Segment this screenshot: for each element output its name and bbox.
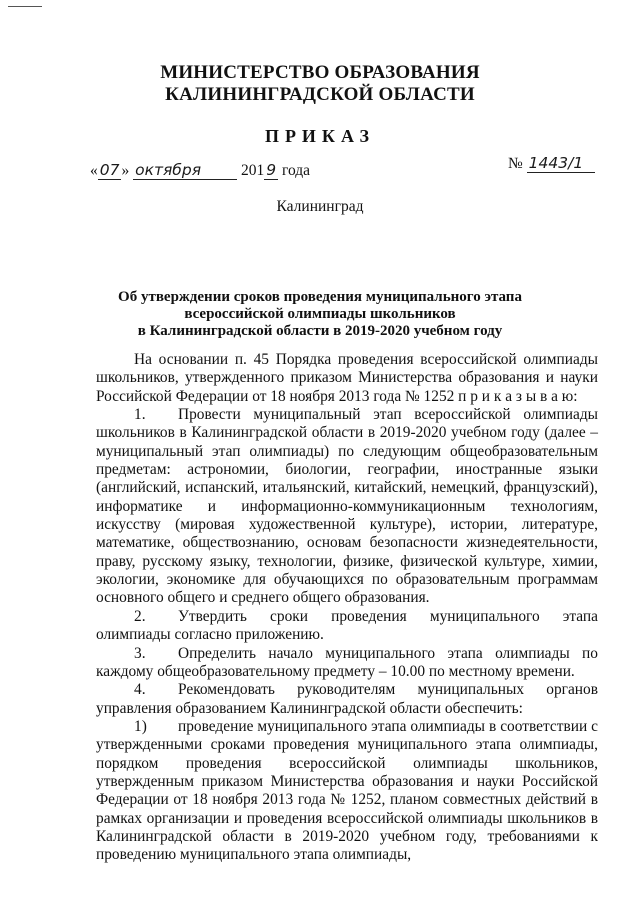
item-4-number: 4. bbox=[134, 681, 146, 699]
order-number bbox=[508, 155, 595, 173]
date-close-quote: » bbox=[121, 162, 130, 179]
item-1-text: Провести муниципальный этап всероссийской олимпиады школьников в Калининградской области в 2019-2020 учебном году (далее – муниципальный этап олимпиады) по следующим общеобразовательным предметам: астрономии, биологии, географии, иностранные языки (английский, испанский, итальянский, китайский, немецкий, французский), информатике и информационно-коммуникационным технологиям, искусству (мировая художественной культуре), истории, литературе, математике, обществознанию, основам безопасности жизнедеятельности, праву, русскому языку, технологии, физике, физической культуре, химии, экологии, экономике для обучающихся по образовательным программам основного общего и среднего общего образования. bbox=[96, 406, 598, 607]
date-year-prefix: 201 bbox=[240, 162, 265, 179]
order-body bbox=[96, 351, 598, 865]
order-title-line3: в Калининградской области в 2019-2020 учебном году bbox=[137, 323, 503, 339]
order-date bbox=[90, 162, 310, 180]
subitem-1-number: 1) bbox=[134, 717, 147, 735]
item-4 bbox=[96, 681, 598, 718]
date-month-handwritten: октября bbox=[133, 162, 237, 180]
order-number-handwritten: 1443/1 bbox=[527, 155, 595, 173]
item-4-text: Рекомендовать руководителям муниципальных органов управления образованием Калининградской области обеспечить: bbox=[96, 681, 598, 717]
item-2-text: Утвердить сроки проведения муниципального этапа олимпиады согласно приложению. bbox=[96, 607, 598, 644]
ministry-name-line1: МИНИСТЕРСТВО ОБРАЗОВАНИЯ bbox=[160, 62, 480, 83]
item-3 bbox=[96, 645, 598, 682]
item-2-number: 2. bbox=[134, 607, 146, 625]
item-1-number: 1. bbox=[134, 406, 146, 424]
document-type-heading: ПРИКАЗ bbox=[264, 126, 376, 146]
date-year-digit-handwritten: 9 bbox=[266, 161, 277, 179]
top-rule bbox=[8, 6, 42, 7]
item-1 bbox=[96, 406, 598, 608]
date-day-handwritten: 07 bbox=[99, 161, 120, 179]
date-open-quote: « bbox=[90, 162, 98, 179]
item-3-text: Определить начало муниципального этапа олимпиады по каждому общеобразовательному предмету – 10.00 по местному времени. bbox=[96, 644, 598, 680]
city: Калининград bbox=[276, 198, 364, 215]
intro-paragraph: На основании п. 45 Порядка проведения всероссийской олимпиады школьников, утвержденного приказом Министерства образования и науки Российской Федерации от 18 ноября 2013 года № 1252 п р и к а з ы в а ю: bbox=[96, 351, 598, 405]
order-title-line1: Об утверждении сроков проведения муниципального этапа bbox=[118, 289, 522, 305]
subitem-1-text: проведение муниципального этапа олимпиады в соответствии с утвержденными сроками проведения муниципального этапа олимпиады, порядком проведения всероссийской олимпиады школьников, утвержденным приказом Министерства образования и науки Российской Федерации от 18 ноября 2013 года № 1252, планом совместных действий в рамках организации и проведения всероссийской олимпиады школьников в Калининградской области в 2019-2020 учебном году, требованиями к проведению муниципального этапа олимпиады, bbox=[96, 717, 598, 864]
ministry-name-line2: КАЛИНИНГРАДСКОЙ ОБЛАСТИ bbox=[165, 84, 475, 105]
subitem-1 bbox=[96, 718, 598, 865]
item-2 bbox=[96, 608, 598, 645]
order-title-line2: всероссийской олимпиады школьников bbox=[184, 306, 456, 322]
number-sign: № bbox=[508, 155, 523, 172]
item-3-number: 3. bbox=[134, 644, 146, 662]
date-suffix: года bbox=[281, 162, 311, 179]
